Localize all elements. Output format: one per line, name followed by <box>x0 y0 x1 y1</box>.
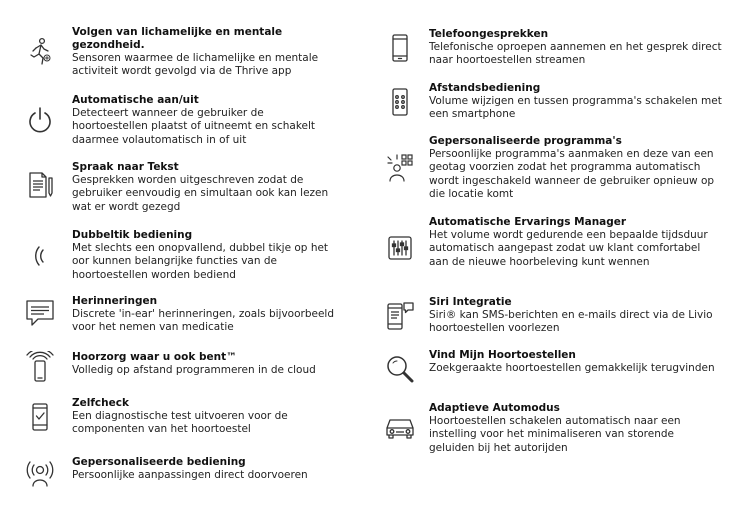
feature-text <box>429 135 722 202</box>
feature-description: Volume wijzigen en tussen programma's schakelen met een smartphone <box>429 95 722 121</box>
feature-title: Dubbeltik bediening <box>72 229 193 241</box>
person-settings-icon <box>382 149 418 185</box>
feature-text <box>429 349 722 375</box>
feature-title: Gepersonaliseerde programma's <box>429 135 622 147</box>
feature-text <box>72 26 342 79</box>
magnifier-icon <box>382 351 418 387</box>
document-pen-icon <box>22 167 58 203</box>
feature-description: Zoekgeraakte hoortoestellen gemakkelijk terugvinden <box>429 362 715 374</box>
feature-description: Siri® kan SMS-berichten en e-mails direct via de Livio hoortoestellen voorlezen <box>429 309 713 335</box>
feature-title: Automatische Ervarings Manager <box>429 216 627 228</box>
feature-text <box>429 82 722 122</box>
chat-bubble-icon <box>22 295 58 331</box>
feature-description: Met slechts een onopvallend, dubbel tikje op het oor kunnen belangrijke functies van de hoortoestellen worden bediend <box>72 242 329 281</box>
feature-title: Siri Integratie <box>429 296 512 308</box>
feature-title: Hoorzorg waar u ook bent™ <box>72 351 237 363</box>
feature-description: Hoortoestellen schakelen automatisch naar een instelling voor het minimaliseren van storende geluiden bij het autorijden <box>429 415 681 454</box>
feature-title: Spraak naar Tekst <box>72 161 179 173</box>
feature-description: Gesprekken worden uitgeschreven zodat de gebruiker eenvoudig en simultaan ook kan lezen wat er wordt gezegd <box>72 174 329 213</box>
feature-text <box>72 161 342 214</box>
feature-description: Het volume wordt gedurende een bepaalde tijdsduur automatisch aangepast zodat uw klant comfortabel aan de nieuwe hoorbeleving kunt wennen <box>429 229 708 268</box>
equalizer-icon <box>382 230 418 266</box>
phone-check-icon <box>22 399 58 435</box>
double-tap-icon <box>22 237 58 273</box>
feature-description: Detecteert wanneer de gebruiker de hoortoestellen plaatst of uitneemt en schakelt daarmee volautomatisch in of uit <box>72 107 316 146</box>
feature-description: Volledig op afstand programmeren in de cloud <box>72 364 316 376</box>
feature-title: Adaptieve Automodus <box>429 402 560 414</box>
feature-text <box>72 295 342 335</box>
remote-control-icon <box>382 84 418 120</box>
power-icon <box>22 102 58 138</box>
feature-description: Telefonische oproepen aannemen en het gesprek direct naar hoortoestellen streamen <box>429 41 722 67</box>
feature-text <box>429 216 722 269</box>
person-waves-icon <box>22 456 58 492</box>
feature-description: Sensoren waarmee de lichamelijke en mentale activiteit wordt gevolgd via de Thrive app <box>72 52 319 78</box>
feature-description: Persoonlijke aanpassingen direct doorvoeren <box>72 469 308 481</box>
feature-text <box>72 397 342 437</box>
feature-description: Een diagnostische test uitvoeren voor de componenten van het hoortoestel <box>72 410 288 436</box>
feature-text <box>429 402 722 455</box>
phone-message-icon <box>382 298 418 334</box>
feature-title: Telefoongesprekken <box>429 28 549 40</box>
running-person-icon <box>22 34 58 70</box>
smartphone-icon <box>382 30 418 66</box>
feature-description: Discrete 'in-ear' herinneringen, zoals bijvoorbeeld voor het nemen van medicatie <box>72 308 334 334</box>
feature-text <box>72 351 342 377</box>
phone-signal-icon <box>22 349 58 385</box>
feature-text <box>429 28 722 68</box>
feature-title: Volgen van lichamelijke en mentale gezondheid. <box>72 26 283 51</box>
feature-text <box>72 456 342 482</box>
feature-text <box>429 296 722 336</box>
feature-title: Afstandsbediening <box>429 82 541 94</box>
feature-title: Zelfcheck <box>72 397 129 409</box>
feature-title: Herinneringen <box>72 295 158 307</box>
feature-title: Gepersonaliseerde bediening <box>72 456 246 468</box>
feature-text <box>72 229 342 282</box>
car-icon <box>382 408 418 444</box>
feature-text <box>72 94 342 147</box>
feature-title: Vind Mijn Hoortoestellen <box>429 349 576 361</box>
feature-description: Persoonlijke programma's aanmaken en deze van een geotag voorzien zodat het programma automatisch wordt ingeschakeld wanneer de gebruiker opnieuw op die locatie komt <box>429 148 715 201</box>
feature-title: Automatische aan/uit <box>72 94 199 106</box>
